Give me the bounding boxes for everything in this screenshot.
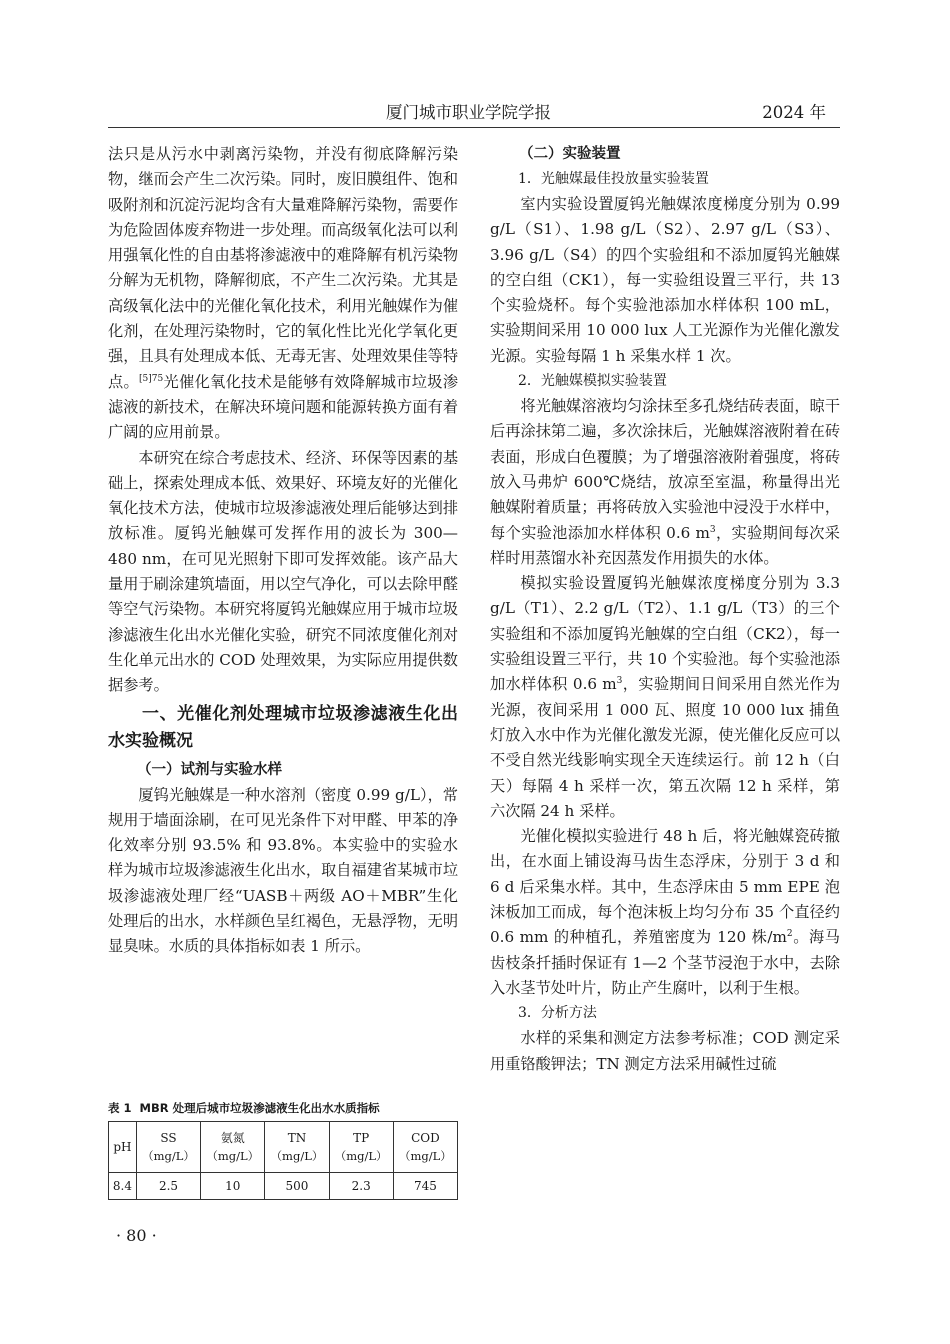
header-unit: （mg/L）: [206, 1149, 260, 1163]
cell-ph: 8.4: [109, 1173, 137, 1200]
table-number: 表 1: [108, 1101, 132, 1115]
paragraph-text: 。海马齿枝条扦插时保证有 1—2 个茎节浸泡于水中，去除入水茎节处叶片，防止产生腐叶，以利于生根。: [490, 928, 840, 997]
superscript: 3: [709, 524, 716, 535]
paragraph-reagents: 厦钨光触媒是一种水溶剂（密度 0.99 g/L），常规用于墙面涂刷，在可见光条件下对甲醛、甲苯的净化效率分别 93.5% 和 93.8%。本实验中的实验水样为城市垃圾渗滤液生化出水，取自福建省某城市垃圾渗滤液处理厂经“UASB＋两级 AO＋MBR”生化处理后的出水，水样颜色呈红褐色，无悬浮物，无明显臭味。水质的具体指标如表 1 所示。: [108, 785, 458, 956]
subsection-heading: （一）试剂与实验水样: [137, 761, 282, 778]
paragraph-floating-bed: [490, 824, 840, 1001]
header-label: TP: [353, 1131, 370, 1145]
header-ammonia: [201, 1122, 265, 1173]
header-label: COD: [411, 1131, 440, 1145]
header-unit: （mg/L）: [334, 1149, 388, 1163]
header-unit: （mg/L）: [142, 1149, 195, 1163]
subsection-heading: （二）实验装置: [519, 146, 621, 162]
header-unit: （mg/L）: [270, 1149, 324, 1163]
paragraph-text: 将光触媒溶液均匀涂抹至多孔烧结砖表面，晾干后再涂抹第二遍，多次涂抹后，光触媒溶液附着在砖表面，形成白色覆膜；为了增强溶液附着强度，将砖放入马弗炉 600℃烧结，放凉至室温，称量得出光触媒附着质量；再将砖放入实验池中浸没于水样中，每个实验池添加水样体积 0.6 m: [490, 397, 840, 542]
left-column: [108, 142, 458, 960]
superscript: 3: [616, 676, 623, 687]
item-heading: 2．光触媒模拟实验装置: [518, 373, 667, 390]
water-quality-table: [108, 1121, 458, 1200]
header-rule: [108, 127, 840, 128]
superscript: 2: [786, 929, 793, 940]
paragraph-continuation: [108, 142, 458, 446]
header-tp: [329, 1122, 393, 1173]
paragraph-analysis-method: 水样的采集和测定方法参考标准；COD 测定采用重铬酸钾法；TN 测定方法采用碱性过硫: [490, 1029, 840, 1073]
header-ph: pH: [109, 1122, 137, 1173]
header-tn: [265, 1122, 329, 1173]
table-title: MBR 处理后城市垃圾渗滤液生化出水水质指标: [139, 1101, 380, 1115]
table-header-row: [109, 1122, 458, 1173]
paragraph-lab-setup: 室内实验设置厦钨光触媒浓度梯度分别为 0.99 g/L（S1）、1.98 g/L（S2）、2.97 g/L（S3）、3.96 g/L（S4）的四个实验组和不添加厦钨光触媒的空白组（CK1），每一实验组设置三平行，共 13 个实验烧杯。每个实验池添加水样体积 100 mL，实验期间采用 10 000 lux 人工光源作为光催化激发光源。实验每隔 1 h 采集水样 1 次。: [490, 195, 840, 365]
cell-tn: 500: [265, 1173, 329, 1200]
cell-tp: 2.3: [329, 1173, 393, 1200]
cell-ss: 2.5: [136, 1173, 200, 1200]
cell-cod: 745: [393, 1173, 457, 1200]
table-caption: [108, 1100, 458, 1116]
section-heading: 一、光催化剂处理城市垃圾渗滤液生化出水实验概况: [108, 703, 458, 751]
page-number: · 80 ·: [116, 1226, 157, 1245]
header-cod: [393, 1122, 457, 1173]
paragraph-text: 光催化氧化技术是能够有效降解城市垃圾渗滤液的新技术，在解决环境问题和能源转换方面有着广阔的应用前景。: [108, 372, 459, 442]
paragraph-text: 模拟实验设置厦钨光触媒浓度梯度分别为 3.3 g/L（T1）、2.2 g/L（T2）、1.1 g/L（T3）的三个实验组和不添加厦钨光触媒的空白组（CK2），每一实验组设置三平行，共 10 个实验池。每个实验池添加水样体积 0.6 m: [490, 574, 840, 694]
journal-title: 厦门城市职业学院学报: [386, 103, 551, 122]
paragraph-text: 法只是从污水中剥离污染物，并没有彻底降解污染物，继而会产生二次污染。同时，废旧膜组件、饱和吸附剂和沉淀污泥均含有大量难降解污染物，需要作为危险固体废弃物进一步处理。而高级氧化法可以利用强氧化性的自由基将渗滤液中的难降解有机污染物分解为无机物，降解彻底，不产生二次污染。尤其是高级氧化法中的光催化氧化技术，利用光触媒作为催化剂，在处理污染物时，它的氧化性比光化学氧化更强，且具有处理成本低、无毒无害、处理效果佳等特点。: [108, 145, 458, 391]
header-label: TN: [287, 1131, 307, 1145]
paragraph-simulation-setup: [490, 394, 840, 571]
right-column: [490, 142, 840, 1077]
publication-year: 2024 年: [762, 103, 826, 122]
running-header: [108, 96, 830, 126]
paragraph-simulation-groups: [490, 571, 840, 824]
paragraph-text: 光催化模拟实验进行 48 h 后，将光触媒瓷砖撤出，在水面上铺设海马齿生态浮床，分别于 3 d 和 6 d 后采集水样。其中，生态浮床由 5 mm EPE 泡沫板加工而成，每个泡沫板上均匀分布 35 个直径约 0.6 mm 的种植孔，养殖密度为 120 株/m: [490, 827, 840, 947]
table-row: [109, 1173, 458, 1200]
header-ss: [136, 1122, 200, 1173]
header-label: SS: [160, 1131, 177, 1145]
citation: [5]75: [139, 373, 164, 384]
header-unit: （mg/L）: [399, 1149, 452, 1163]
item-heading: 3．分析方法: [518, 1005, 597, 1022]
item-heading: 1．光触媒最佳投放量实验装置: [518, 171, 709, 187]
cell-ammonia: 10: [201, 1173, 265, 1200]
header-label: 氨氮: [220, 1131, 245, 1145]
paragraph-text: ，实验期间每次采样时用蒸馏水补充因蒸发作用损失的水体。: [490, 523, 840, 567]
paragraph-text: ，实验期间日间采用自然光作为光源，夜间采用 1 000 瓦、照度 10 000 lux 捕鱼灯放入水中作为光催化激发光源，使光催化反应可以不受自然光线影响实现全天连续运行。前 12 h（白天）每隔 4 h 采样一次，第五次隔 12 h 采样，第六次隔 24 h 采样。: [490, 675, 841, 820]
paragraph-intro: 本研究在综合考虑技术、经济、环保等因素的基础上，探索处理成本低、效果好、环境友好的光催化氧化技术方法，使城市垃圾渗滤液处理后能够达到排放标准。厦钨光触媒可发挥作用的波长为 300—480 nm，在可见光照射下即可发挥效能。该产品大量用于刷涂建筑墙面，用以空气净化，可以去除甲醛等空气污染物。本研究将厦钨光触媒应用于城市垃圾渗滤液生化出水光催化实验，研究不同浓度催化剂对生化单元出水的 COD 处理效果，为实际应用提供数据参考。: [108, 448, 458, 695]
